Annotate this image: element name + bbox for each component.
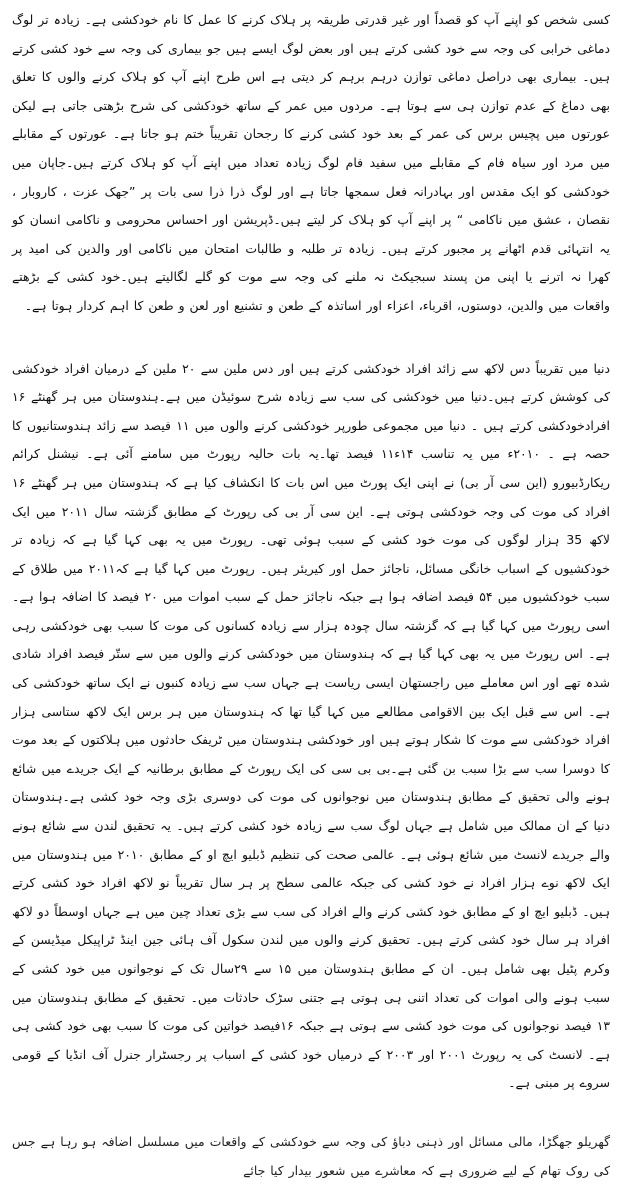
paragraph-statistics: دنیا میں تقریباً دس لاکھ سے زائد افراد خودکشی کرتے ہیں اور دس ملین سے ۲۰ ملین کے درمیان افراد خودکشی کی کوشش کرتے ہیں۔دنیا میں خودکشی کی سب سے زیادہ شرح سوئیڈن میں ہے۔ہندوستان میں ہر گھنٹے ۱۶ افرادخودکشی کرتے ہیں ۔ دنیا میں مجموعی طورپر خودکشی کرنے والوں میں ۱۱ فیصد سے زائد ہندوستانیوں کا حصہ ہے ۔ ۲۰۱۰ء میں یہ تناسب ۱۴ء۱۱ فیصد تھا۔یہ بات حالیہ رپورٹ میں سامنے آئی ہے۔ نیشنل کرائم ریکارڈبیورو (این سی آر بی) نے اپنی ایک پورٹ میں اس بات کا انکشاف کیا ہے کہ ہندوستان میں ہر گھنٹے ۱۶ افراد کی موت کی وجہ خودکشی ہوتی ہے۔ این سی آر بی کی رپورٹ کے مطابق گزشتہ سال ۲۰۱۱ میں ایک لاکھ 35 ہزار لوگوں کی موت خود کشی کے سبب ہوئی تھی۔ رپورٹ میں یہ بھی کہا گیا ہے کہ زیادہ تر خودکشیوں کے اسباب خانگی مسائل، ناجائز حمل اور کیریئر ہیں۔ رپورٹ میں کہا گیا ہے کہ۲۰۱۱ میں طلاق کے سبب خودکشیوں میں ۵۴ فیصد اضافہ ہوا ہے جبکہ ناجائز حمل کے سبب اموات میں ۲۰ فیصد کا اضافہ ہوا ہے۔ اسی رپورٹ میں کہا گیا ہے کہ گزشتہ سال چودہ ہزار سے زیادہ کسانوں کی موت کا سبب بھی خودکشی رہی ہے۔ اس رپورٹ میں یہ بھی کہا گیا ہے کہ ہندوستان میں خودکشی کرنے والوں میں سے ستّر فیصد افراد شادی شدہ تھے اور اس معاملے میں راجستھان ایسی ریاست ہے جہاں سب سے زیادہ کنبوں نے ایک ساتھ خودکشی کی ہے۔ اس سے قبل ایک بین الاقوامی مطالعے میں کہا گیا تھا کہ ہندوستان میں ہر برس ایک لاکھ ستاسی ہزار افراد خودکشی سے موت کا شکار ہوتے ہیں اور خودکشی ہندوستان میں ٹریفک حادثوں میں ہلاکتوں کے بعد موت کا دوسرا سب سے بڑا سبب بن گئی ہے۔بی بی سی کی ایک رپورٹ کے مطابق برطانیہ کے ایک جریدے میں شائع ہونے والی تحقیق کے مطابق ہندوستان میں نوجوانوں کی موت کی دوسری بڑی وجہ خود کشی ہے۔ہندوستان دنیا کے ان ممالک میں شامل ہے جہاں لوگ سب سے زیادہ خود کشی کرتے ہیں۔ یہ تحقیق لندن سے شائع ہونے والے جریدے لانسٹ میں شائع ہوئی ہے۔ عالمی صحت کی تنظیم ڈبلیو ایچ او کے مطابق ۲۰۱۰ میں ہندوستان میں ایک لاکھ نوے ہزار افراد نے خود کشی کی جبکہ عالمی سطح پر ہر سال تقریباً نو لاکھ افراد خود کشی کرتے ہیں۔ ڈبلیو ایچ او کے مطابق خود کشی کرنے والے افراد کی سب سے بڑی تعداد چین میں ہے جہاں اوسطاً دو لاکھ افراد ہر سال خود کشی کرتے ہیں۔ تحقیق کرنے والوں میں لندن سکول آف ہائی جین اینڈ ٹراپیکل میڈیسن کے وکرم پٹیل بھی شامل ہیں۔ ان کے مطابق ہندوستان میں ۱۵ سے ۲۹سال تک کے نوجوانوں میں خود کشی کے سبب ہونے والی اموات کی تعداد اتنی ہی ہوتی ہے جتنی سڑک حادثات میں۔ تحقیق کے مطابق ہندوستان میں ۱۳ فیصد نوجوانوں کی موت خود کشی سے ہوتی ہے جبکہ ۱۶فیصد خواتین کی موت کا سبب بھی خود کشی ہی ہے۔ لانسٹ کی یہ رپورٹ ۲۰۰۱ اور ۲۰۰۳ کے درمیاں خود کشی کے اسباب پر رجسٹرار جنرل آف انڈیا کے قومی سروے پر مبنی ہے۔	[12, 360, 611, 1091]
paragraph-continuation: گھریلو جھگڑا، مالی مسائل اور ذہنی دباؤ کی وجہ سے خودکشی کے واقعات میں مسلسل اضافہ ہو رہا ہے جس کی روک تھام کے لیے ضروری ہے کہ معاشرے میں شعور بیدار کیا جائے	[12, 1133, 610, 1178]
paragraph-intro: کسی شخص کو اپنے آپ کو قصداً اور غیر قدرتی طریقہ پر ہلاک کرنے کا عمل کا نام خودکشی ہے۔ زیادہ تر لوگ دماغی خرابی کی وجہ سے خود کشی کرتے ہیں اور بعض لوگ ایسے ہیں جو بیماری کی وجہ سے خود کشی کرتے ہیں۔ بیماری بھی دراصل دماغی توازن درہم برہم کر دیتی ہے اس طرح اپنے آپ کو ہلاک کرنے والوں کا تعلق بھی دماغ کے عدم توازن ہی سے ہوتا ہے۔ مردوں میں عمر کے ساتھ خودکشی کی شرح بڑھتی جاتی ہے لیکن عورتوں میں پچیس برس کی عمر کے بعد خود کشی کرنے کا رجحان تقریباً ختم ہو جاتا ہے۔ عورتوں کے مقابلے میں مرد اور سیاہ فام کے مقابلے میں سفید فام لوگ زیادہ تعداد میں اپنے آپ کو ہلاک کرتے ہیں۔جاپان میں خودکشی کو ایک مقدس اور بہادرانہ فعل سمجھا جاتا ہے اور لوگ ذرا ذرا سی بات پر ”جھک عزت ، کاروبار ، نقصان ، عشق میں ناکامی “ پر اپنے آپ کو ہلاک کر لیتے ہیں۔ڈپریشن اور احساس محرومی و ناکامی انسان کو یہ انتہائی قدم اٹھانے پر مجبور کرتے ہیں۔ زیادہ تر طلبہ و طالبات امتحان میں ناکامی اور والدین کی امید پر کھرا نہ اترنے یا اپنی من پسند سبجیکٹ نہ ملنے کی وجہ سے موت کو گلے لگالیتے ہیں۔خود کشی کے بڑھتے واقعات میں والدین، دوستوں، اقرباء، اعزاء اور اساتذہ کے طعن و تشنیع اور لعن و طعن کا اہم کردار ہوتا ہے۔	[12, 12, 610, 313]
